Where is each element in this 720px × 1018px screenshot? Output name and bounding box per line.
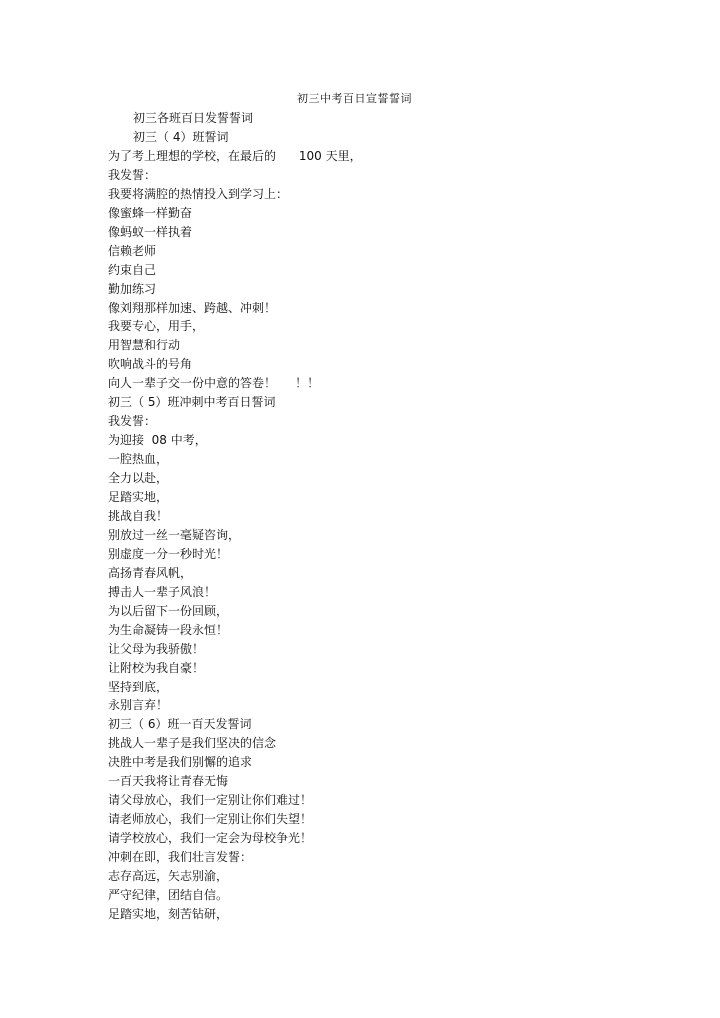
body-line: 足踏实地，刻苦钻研， <box>108 906 229 921</box>
body-line: 冲刺在即，我们壮言发誓： <box>108 850 253 865</box>
body-line: 让附校为我自豪！ <box>108 660 205 675</box>
body-line: 为了考上理想的学校，在最后的 100 天里， <box>108 148 362 163</box>
body-line: 初三（ 4）班誓词 <box>133 129 229 144</box>
body-line: 勤加练习 <box>108 281 157 296</box>
body-line: 足踏实地， <box>108 490 169 504</box>
body-line: 像蜜蜂一样勤奋 <box>108 205 193 220</box>
body-line: 让父母为我骄傲！ <box>108 641 205 656</box>
body-line: 我要专心，用手， <box>108 319 205 334</box>
body-line: 一百天我将让青春无悔 <box>108 774 229 789</box>
body-line: 吹响战斗的号角 <box>108 357 193 372</box>
body-line: 向人一辈子交一份中意的答卷！ ！！ <box>108 376 320 391</box>
body-line: 请老师放心，我们一定别让你们失望！ <box>108 812 313 827</box>
body-line: 信赖老师 <box>108 243 157 258</box>
body-line: 挑战人一辈子是我们坚决的信念 <box>108 736 277 751</box>
body-line: 为以后留下一份回顾， <box>108 603 229 618</box>
body-line: 为迎接 08 中考， <box>108 433 207 448</box>
body-line: 我发誓： <box>108 414 157 429</box>
body-line: 高扬青春风帆， <box>108 565 193 580</box>
body-line: 像蚂蚁一样执着 <box>108 224 193 239</box>
body-line: 搏击人一辈子风浪！ <box>108 584 217 599</box>
body-line: 决胜中考是我们别懈的追求 <box>108 755 253 770</box>
body-line: 我发誓： <box>108 167 157 182</box>
body-line: 约束自己 <box>108 262 157 277</box>
body-line: 初三各班百日发誓誓词 <box>133 111 254 125</box>
body-line: 请学校放心，我们一定会为母校争光！ <box>108 831 313 846</box>
document-title: 初三中考百日宣誓誓词 <box>297 92 412 105</box>
body-line: 一腔热血， <box>108 452 169 467</box>
body-line: 永别言弃！ <box>108 698 169 713</box>
body-line: 初三（ 6）班一百天发誓词 <box>108 717 252 732</box>
body-line: 请父母放心，我们一定别让你们难过！ <box>108 793 313 808</box>
body-line: 别放过一丝一毫疑咨询， <box>108 527 241 542</box>
body-line: 初三（ 5）班冲刺中考百日誓词 <box>108 395 276 410</box>
body-line: 严守纪律，团结自信。 <box>108 887 229 902</box>
body-line: 志存高远，矢志别渝， <box>108 869 229 883</box>
body-line: 坚持到底， <box>108 679 169 694</box>
body-line: 全力以赴， <box>108 471 169 486</box>
body-line: 挑战自我！ <box>108 508 169 523</box>
body-line: 用智慧和行动 <box>108 338 181 353</box>
body-line: 像刘翔那样加速、跨越、冲刺！ <box>108 300 277 315</box>
body-line: 为生命凝铸一段永恒！ <box>108 622 229 637</box>
body-line: 别虚度一分一秒时光！ <box>108 546 229 561</box>
body-line: 我要将满腔的热情投入到学习上： <box>108 186 289 201</box>
